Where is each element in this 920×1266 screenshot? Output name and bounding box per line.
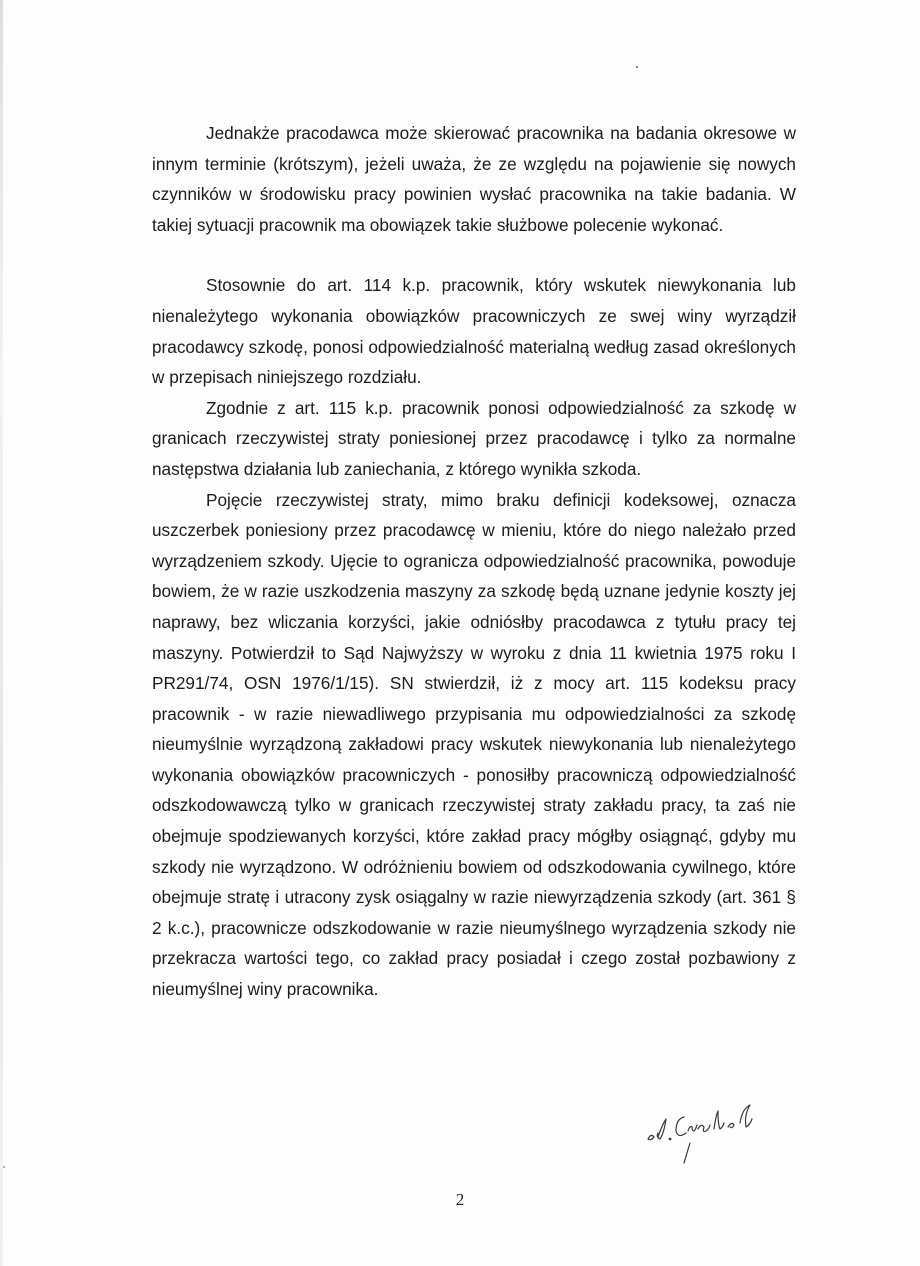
handwritten-signature [640, 1095, 780, 1165]
document-body [152, 118, 796, 1005]
paragraph-1: Jednakże pracodawca może skierować pracownika na badania okresowe w innym terminie (krótszym), jeżeli uważa, że ze względu na pojawienie się nowych czynników w środowisku pracy powinien wysłać pracownika na takie badania. W takiej sytuacji pracownik ma obowiązek takie służbowe polecenie wykonać. [152, 123, 796, 235]
page-number: 2 [455, 1190, 465, 1209]
paragraph-4: Pojęcie rzeczywistej straty, mimo braku definicji kodeksowej, oznacza uszczerbek poniesiony przez pracodawcę w mieniu, które do niego należało przed wyrządzeniem szkody. Ujęcie to ogranicza odpowiedzialność pracownika, powoduje bowiem, że w razie uszkodzenia maszyny za szkodę będą uznane jedynie koszty jej naprawy, bez wliczania korzyści, jakie odniósłby pracodawca z tytułu pracy tej maszyny. Potwierdził to Sąd Najwyższy w wyroku z dnia 11 kwietnia 1975 roku I PR291/74, OSN 1976/1/15). SN stwierdził, iż z mocy art. 115 kodeksu pracy pracownik - w razie niewadliwego przypisania mu odpowiedzialności za szkodę nieumyślnie wyrządzoną zakładowi pracy wskutek niewykonania lub nienależytego wykonania obowiązków pracowniczych - ponosiłby pracowniczą odpowiedzialność odszkodowawczą tylko w granicach rzeczywistej straty zakładu pracy, ta zaś nie obejmuje spodziewanych korzyści, które zakład pracy mógłby osiągnąć, gdyby mu szkody nie wyrządzono. W odróżnieniu bowiem od odszkodowania cywilnego, które obejmuje stratę i utracony zysk osiągalny w razie niewyrządzenia szkody (art. 361 § 2 k.c.), pracownicze odszkodowanie w razie nieumyślnego wyrządzenia szkody nie przekracza wartości tego, co zakład pracy posiadał i czego został pozbawiony z nieumyślnej winy pracownika. [152, 489, 796, 1000]
scan-speck [636, 66, 638, 68]
scan-speck [3, 1166, 5, 1168]
scan-edge [0, 0, 3, 1266]
paragraph-3: Zgodnie z art. 115 k.p. pracownik ponosi odpowiedzialność za szkodę w granicach rzeczywistej straty poniesionej przez pracodawcę i tylko za normalne następstwa działania lub zaniechania, z którego wynikła szkoda. [152, 397, 796, 479]
signature-icon [640, 1095, 780, 1165]
paragraph-2: Stosownie do art. 114 k.p. pracownik, który wskutek niewykonania lub nienależytego wykonania obowiązków pracowniczych ze swej winy wyrządził pracodawcy szkodę, ponosi odpowiedzialność materialną według zasad określonych w przepisach niniejszego rozdziału. [152, 275, 796, 388]
